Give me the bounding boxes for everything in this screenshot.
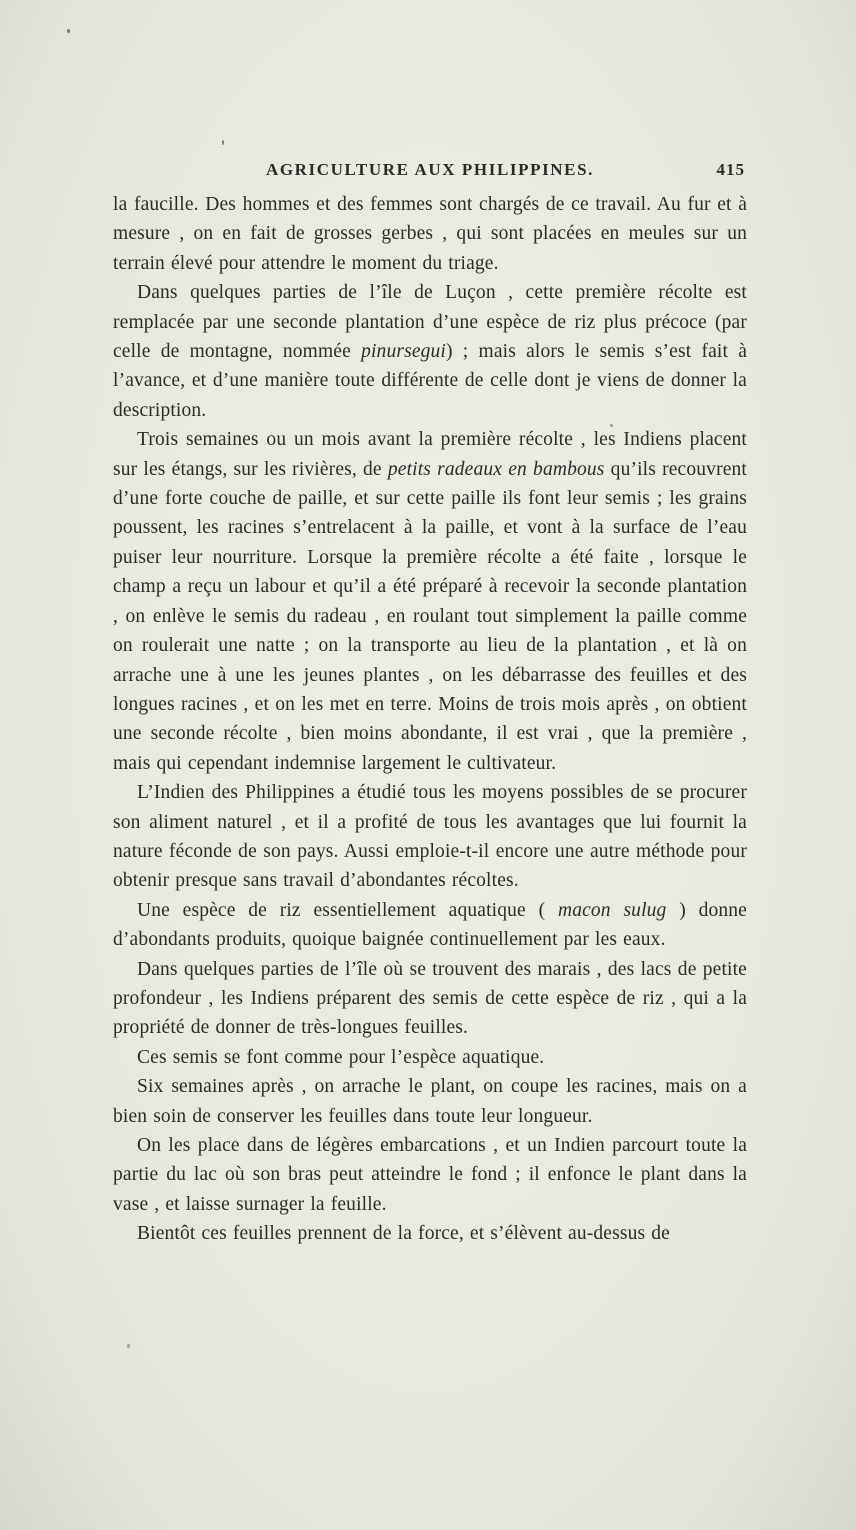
page-header	[113, 160, 747, 186]
scan-artifact	[222, 140, 224, 145]
text-run: Dans quelques parties de l’île de Luçon , cette première récolte est remplacée par une seconde plantation d’une espèce de riz plus précoce (par celle de montagne, nommée	[113, 282, 747, 363]
text-run: ) donne d’abondants produits, quoique baignée continuellement par les eaux.	[113, 899, 747, 951]
paragraph	[113, 190, 747, 278]
text-run: Ces semis se font comme pour l’espèce aquatique.	[137, 1046, 545, 1068]
scan-artifact	[67, 29, 70, 33]
paragraph	[113, 955, 747, 1043]
scan-artifact	[127, 1344, 130, 1348]
paragraph	[113, 896, 747, 955]
text-run: Bientôt ces feuilles prennent de la force, et s’élèvent au-dessus de	[137, 1223, 670, 1245]
text-run: Une espèce de riz essentiellement aquatique (	[137, 899, 558, 921]
italic-phrase: pinursegui	[361, 341, 446, 363]
italic-phrase: petits radeaux en bambous	[387, 458, 605, 480]
paragraph	[113, 425, 747, 778]
body-text	[113, 190, 747, 1249]
text-run: On les place dans de légères embarcations , et un Indien parcourt toute la partie du lac où son bras peut atteindre le fond ; il enfonce le plant dans la vase , et laisse surnager la feuille.	[113, 1135, 747, 1215]
text-run: Trois semaines ou un mois avant la première récolte , les Indiens placent sur les étangs, sur les rivières, de	[113, 429, 747, 480]
italic-phrase: macon sulug	[557, 899, 667, 921]
text-run: Dans quelques parties de l’île où se trouvent des marais , des lacs de petite profondeur , les Indiens préparent des semis de cette espèce de riz , qui a la propriété de donner de très-longues feuilles.	[113, 958, 747, 1039]
text-run: Six semaines après , on arrache le plant, on coupe les racines, mais on a bien soin de conserver les feuilles dans toute leur longueur.	[113, 1076, 747, 1127]
text-run: qu’ils recouvrent d’une forte couche de paille, et sur cette paille ils font leur semis ; les grains poussent, les racines s’entrelacent à la paille, et vont à la surface de l’eau puiser leur nourriture. Lorsque la première récolte a été faite , lorsque le champ a reçu un labour et qu’il a été préparé à recevoir la seconde plantation , on enlève le semis du radeau , en roulant tout simplement la paille comme on roulerait une natte ; on la transporte au lieu de la plantation , et là on arrache une à une les jeunes plantes , on les débarrasse des feuilles et des longues racines , et on les met en terre. Moins de trois mois après , on obtient une seconde récolte , bien moins abondante, il est vrai , que la première , mais qui cependant indemnise largement le cultivateur.	[113, 458, 747, 774]
page-number: 415	[716, 160, 745, 179]
paragraph	[113, 278, 747, 425]
text-run: la faucille. Des hommes et des femmes sont chargés de ce travail. Au fur et à mesure , on en fait de grosses gerbes , qui sont placées en meules sur un terrain élevé pour attendre le moment du triage.	[113, 194, 747, 274]
paragraph	[113, 1072, 747, 1131]
paragraph	[113, 1043, 747, 1072]
running-title: AGRICULTURE AUX PHILIPPINES.	[265, 160, 595, 179]
text-run: ) ; mais alors le semis s’est fait à l’avance, et d’une manière toute différente de celle dont je viens de donner la description.	[113, 341, 748, 421]
text-run: L’Indien des Philippines a étudié tous les moyens possibles de se procurer son aliment naturel , et il a profité de tous les avantages que lui fournit la nature féconde de son pays. Aussi emploie-t-il encore une autre méthode pour obtenir presque sans travail d’abondantes récoltes.	[113, 782, 747, 892]
paragraph	[113, 1131, 747, 1219]
paragraph	[113, 778, 747, 896]
paragraph	[113, 1219, 747, 1248]
